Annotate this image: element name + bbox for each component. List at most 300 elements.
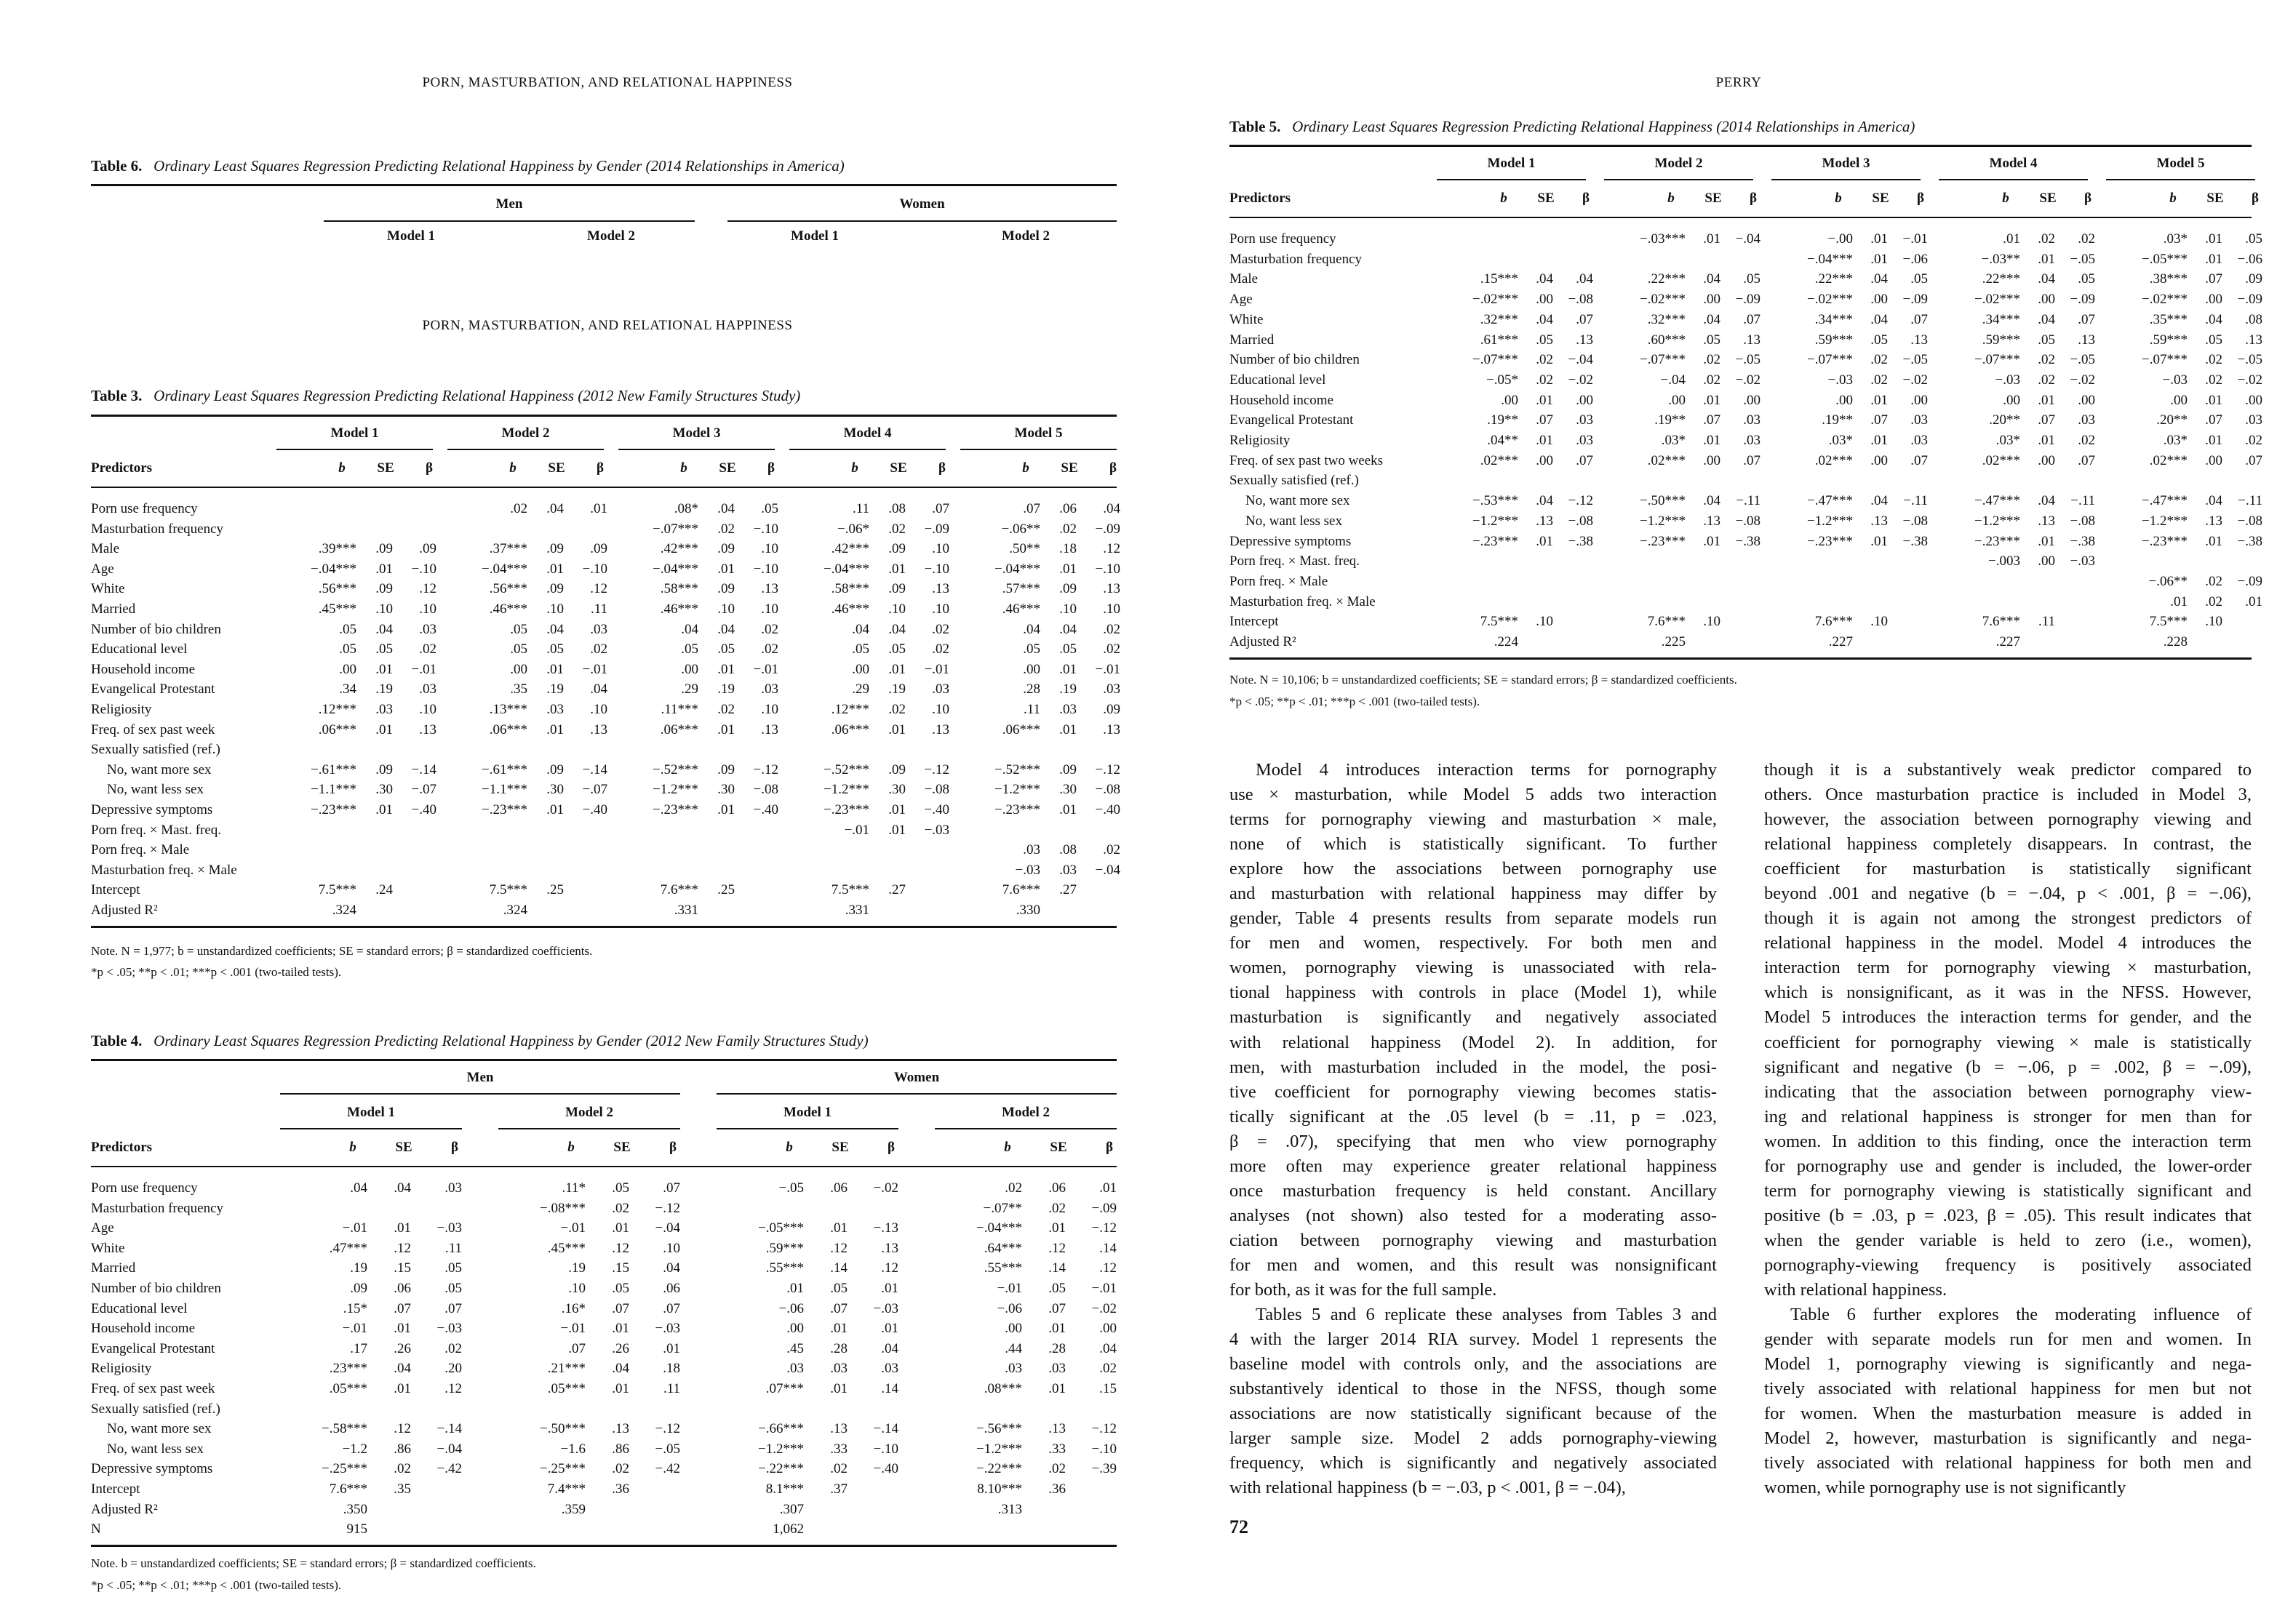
table5-cell: .03 [1910, 433, 1928, 448]
table3-cell: .18 [1059, 541, 1077, 557]
table3-cell: .00 [681, 661, 698, 677]
table3-row-label: Porn freq. × Mast. freq. [91, 822, 222, 838]
table3-cell: .331 [845, 903, 869, 918]
table4-cell: .01 [394, 1381, 411, 1396]
table5-cell: .01 [2170, 593, 2188, 609]
table5-cell: .02 [2038, 231, 2055, 247]
table5-cell: .13 [1743, 332, 1760, 348]
table3-cell: .13*** [489, 702, 527, 717]
table3-cell: −.61*** [311, 761, 356, 777]
table3-cell: .03 [1103, 681, 1120, 697]
table5-cell: .00 [1536, 292, 1553, 308]
table3-cell: .56*** [489, 581, 527, 597]
table5-cell: .05 [2078, 271, 2095, 287]
table3-cell: −.23*** [482, 802, 527, 817]
table4-model-rule-4 [935, 1128, 1117, 1129]
table5-col-head-10: SE [2039, 191, 2057, 206]
table5-cell: .20** [2156, 412, 2188, 428]
table5-cell: .04 [2038, 271, 2055, 287]
table3-cell: −.04*** [994, 561, 1040, 577]
table4-cell: .03 [1005, 1361, 1022, 1377]
table3-top-rule [91, 415, 1117, 417]
table4-cell: .12 [1099, 1260, 1117, 1276]
body-column-2 [1764, 758, 2252, 1500]
table5-cell: .10 [2205, 614, 2222, 630]
table3-cell: .11 [852, 501, 869, 516]
table5-cell: −.02*** [1807, 292, 1853, 308]
table4-cell: −.10 [873, 1441, 898, 1457]
table5-cell: −.09 [1735, 292, 1760, 308]
table3-cell: .10 [932, 541, 949, 557]
table3-cell: .02 [761, 641, 778, 657]
table4-cell: .10 [663, 1240, 680, 1256]
table5-cell: −.09 [2237, 292, 2262, 308]
table3-cell: −.07*** [653, 521, 698, 537]
table3-row-label: Depressive symptoms [91, 802, 213, 817]
table3-row-label: White [91, 581, 125, 597]
table3-row-label: Intercept [91, 882, 140, 898]
text-line: baseline model with controls only, and the associations are [1229, 1354, 1717, 1375]
table5-cell: .04** [1487, 433, 1518, 448]
table5-cell: .60*** [1647, 332, 1686, 348]
table5-cell: −1.2*** [1974, 513, 2020, 529]
table4-cell: .07 [568, 1340, 586, 1356]
table4-cell: .11 [444, 1240, 462, 1256]
table5-cell: .04 [1703, 493, 1720, 509]
table3-cell: .02 [419, 641, 436, 657]
table4-cell: −.25*** [322, 1461, 367, 1477]
table5-cell: .01 [2038, 433, 2055, 448]
table4-predictors-header: Predictors [91, 1140, 153, 1155]
table3-head-rule [91, 487, 1117, 488]
table5-cell: .22*** [1814, 271, 1853, 287]
table3-cell: −.10 [753, 561, 778, 577]
table4-cell: .07 [394, 1300, 411, 1316]
text-line: relational happiness completely disappears. In contrast, the [1764, 834, 2252, 855]
table3-cell: .09 [888, 581, 906, 597]
table3-cell: .11 [1023, 702, 1040, 717]
table3-cell: .04 [1059, 621, 1077, 637]
table3-cell: .330 [1016, 903, 1040, 918]
table4-cell: .02 [1005, 1180, 1022, 1196]
table4-col-head-5: β [669, 1140, 677, 1155]
table4-cell: 1,062 [773, 1521, 804, 1537]
table3-cell: .30 [717, 782, 735, 798]
table3-col-head-12: b [1022, 460, 1029, 476]
table4-cell: −.08*** [540, 1200, 586, 1216]
table5-cell: .01 [1703, 392, 1720, 408]
table5-cell: 7.5*** [2149, 614, 2188, 630]
table3-row-label: Masturbation freq. × Male [91, 862, 237, 878]
text-line: ing and relational happiness is stronger for men than for [1764, 1106, 2252, 1127]
table3-cell: .00 [1023, 661, 1040, 677]
table3-cell: .03 [375, 702, 393, 717]
table5-col-head-11: β [2083, 191, 2091, 206]
table6-group-women: Women [899, 196, 945, 212]
table3-cell: −.10 [924, 561, 949, 577]
table4-cell: .04 [394, 1180, 411, 1196]
table5-cell: .02 [1703, 352, 1720, 368]
table4-cell: .23*** [329, 1361, 367, 1377]
table4-row-label: Number of bio children [91, 1281, 221, 1296]
table4-cell: .28 [1048, 1340, 1066, 1356]
table5-cell: −1.2*** [1472, 513, 1518, 529]
table4-cell: .55*** [984, 1260, 1022, 1276]
table5-cell: −.02*** [2142, 292, 2188, 308]
table3-cell: .58*** [660, 581, 698, 597]
table5-col-head-8: β [1916, 191, 1924, 206]
table4-cell: .44 [1005, 1340, 1022, 1356]
table5-cell: .07 [2078, 311, 2095, 327]
table3-row-label: Number of bio children [91, 621, 221, 637]
table3-cell: .09 [1059, 581, 1077, 597]
table4-cell: .12 [1048, 1240, 1066, 1256]
table5-cell: .19** [1654, 412, 1686, 428]
table5-cell: .02 [2205, 372, 2222, 388]
table5-model-rule-5 [2106, 179, 2255, 180]
table5-cell: .19** [1822, 412, 1853, 428]
table3-cell: −.40 [582, 802, 607, 817]
table5-cell: .01 [2205, 433, 2222, 448]
table3-cell: .10 [1103, 601, 1120, 617]
table4-cell: .19 [568, 1260, 586, 1276]
table5-cell: .03* [1828, 433, 1853, 448]
table5-cell: .13 [1576, 332, 1593, 348]
table3-cell: .09 [546, 761, 564, 777]
table5-cell: −.23*** [1472, 533, 1518, 549]
table5-cell: .02 [2078, 433, 2095, 448]
table4-cell: .05 [444, 1281, 462, 1296]
table6-caption [91, 157, 845, 175]
table3-cell: .19 [1059, 681, 1077, 697]
table4-cell: .04 [350, 1180, 367, 1196]
table3-col-head-0: b [338, 460, 346, 476]
table3-cell: .03 [1023, 842, 1040, 858]
table5-cell: .02 [2205, 593, 2222, 609]
text-line: coefficient for pornography viewing × male is statistically [1764, 1032, 2252, 1052]
table3-cell: .10 [717, 601, 735, 617]
table5-row-label: Age [1229, 292, 1253, 308]
text-line: tively associated with relational happiness for men but not [1764, 1379, 2252, 1399]
table3-cell: −.06** [1001, 521, 1040, 537]
table5-cell: .00 [1870, 292, 1888, 308]
table5-col-head-6: b [1835, 191, 1842, 206]
table3-cell: .19 [888, 681, 906, 697]
table4-model-header-1: Model 1 [347, 1105, 395, 1120]
table3-cell: .19 [375, 681, 393, 697]
table5-cell: .07 [1576, 452, 1593, 468]
table5-cell: .13 [2245, 332, 2262, 348]
table3-cell: .13 [932, 581, 949, 597]
table5-cell: −.23*** [1640, 533, 1686, 549]
table5-cell: .01 [1870, 433, 1888, 448]
table4-group-men: Men [466, 1070, 494, 1085]
table3-row-label: No, want more sex [107, 761, 212, 777]
table5-cell: .01 [1870, 251, 1888, 267]
text-line: more often may experience greater relational happiness [1229, 1156, 1717, 1176]
table5-cell: .13 [2078, 332, 2095, 348]
table5-cell: .07 [2205, 412, 2222, 428]
table4-cell: −.01 [560, 1321, 586, 1337]
table5-cell: .07 [2078, 452, 2095, 468]
table5-cell: .00 [1703, 452, 1720, 468]
table5-note: Note. N = 10,106; b = unstandardized coefficients; SE = standard errors; β = standardized coefficients. [1229, 673, 1737, 687]
table3-cell: .03 [1059, 862, 1077, 878]
text-line: tively associated with relational happiness for both men and [1764, 1453, 2252, 1473]
table3-cell: .05 [546, 641, 564, 657]
table5-model-header-2: Model 2 [1654, 156, 1703, 171]
table4-cell: −.50*** [540, 1421, 586, 1437]
text-line: though it is a substantively weak predictor compared to [1764, 760, 2252, 780]
table4-group-rule-1 [717, 1093, 1117, 1095]
table3-col-head-6: b [680, 460, 687, 476]
table4-cell: .01 [1048, 1321, 1066, 1337]
table3-cell: .324 [503, 903, 527, 918]
text-line: though it is again not among the strongest predictors of [1764, 908, 2252, 929]
table3-cell: .58*** [831, 581, 869, 597]
table3-cell: .30 [546, 782, 564, 798]
table5-cell: .03 [2078, 412, 2095, 428]
table4-cell: .17 [350, 1340, 367, 1356]
table3-cell: −.12 [753, 761, 778, 777]
table3-cell: .46*** [1002, 601, 1040, 617]
table3-cell: .12*** [831, 702, 869, 717]
text-line: gender, Table 4 presents results from separate models run [1229, 908, 1717, 929]
table4-cell: .13 [1048, 1421, 1066, 1437]
table5-cell: −.05*** [2142, 251, 2188, 267]
table4-significance-note: *p < .05; **p < .01; ***p < .001 (two-tailed tests). [91, 1578, 342, 1592]
table3-model-header-1: Model 1 [330, 425, 379, 441]
table4-cell: .19 [350, 1260, 367, 1276]
table4-row-label: Masturbation frequency [91, 1200, 224, 1216]
table5-cell: .00 [2245, 392, 2262, 408]
table3-cell: −.14 [582, 761, 607, 777]
table4-cell: −1.2*** [758, 1441, 804, 1457]
table4-cell: −.01 [560, 1220, 586, 1236]
table5-row-label: Intercept [1229, 614, 1279, 630]
table5-cell: .02 [1536, 352, 1553, 368]
table5-cell: .02*** [1982, 452, 2020, 468]
table5-cell: .01 [2038, 392, 2055, 408]
table3-cell: .42*** [660, 541, 698, 557]
table4-cell: .12 [612, 1240, 629, 1256]
table3-col-head-2: β [425, 460, 433, 476]
table5-cell: .07 [2038, 412, 2055, 428]
table5-model-rule-4 [1939, 179, 2088, 180]
table5-cell: .02 [1870, 372, 1888, 388]
table3-cell: −.07 [582, 782, 607, 798]
table5-cell: .02*** [1480, 452, 1518, 468]
table4-cell: −.06 [778, 1300, 804, 1316]
text-line: tional happiness with controls in place (Model 1), while [1229, 983, 1717, 1003]
table5-cell: .07 [1536, 412, 1553, 428]
table4-cell: .02 [444, 1340, 462, 1356]
table3-cell: −.23*** [994, 802, 1040, 817]
table4-cell: .14 [830, 1260, 848, 1276]
table5-cell: .224 [1494, 634, 1518, 649]
table3-cell: −.01 [411, 661, 436, 677]
table5-cell: .02 [2038, 372, 2055, 388]
table3-cell: −.04*** [311, 561, 356, 577]
table5-cell: −.02 [1735, 372, 1760, 388]
table5-cell: −.02 [2070, 372, 2095, 388]
table6-women-rule [727, 220, 1117, 222]
table3-cell: .09 [717, 761, 735, 777]
text-line: women. In addition to this finding, once the interaction term [1764, 1131, 2252, 1151]
table5-cell: .04 [1703, 311, 1720, 327]
table4-cell: −.01 [1091, 1281, 1117, 1296]
table5-title: Ordinary Least Squares Regression Predicting Relational Happiness (2014 Relationships in America) [1292, 118, 1915, 135]
table3-cell: −1.1*** [482, 782, 527, 798]
table5-cell: −.05 [1735, 352, 1760, 368]
table4-cell: .01 [1048, 1220, 1066, 1236]
text-line: associations are now statistically significant because of the [1229, 1404, 1717, 1424]
table3-cell: .06*** [831, 721, 869, 737]
table4-cell: −.07** [983, 1200, 1022, 1216]
table5-cell: .01 [1870, 533, 1888, 549]
table5-cell: .02 [2038, 352, 2055, 368]
text-line: relational happiness in the model. Model 4 introduces the [1764, 933, 2252, 953]
table5-cell: .03 [1743, 412, 1760, 428]
table4-cell: .10 [568, 1281, 586, 1296]
table3-cell: .30 [1059, 782, 1077, 798]
table5-cell: −.08 [1902, 513, 1928, 529]
text-line: when the gender variable is held to zero (i.e., women), [1764, 1230, 2252, 1250]
table5-cell: −.05 [2237, 352, 2262, 368]
table3-cell: .01 [1059, 721, 1077, 737]
table3-cell: .46*** [831, 601, 869, 617]
table4-cell: .03 [830, 1361, 848, 1377]
table4-cell: −.03 [436, 1220, 462, 1236]
table3-cell: .00 [339, 661, 356, 677]
table3-cell: .09 [375, 541, 393, 557]
table3-col-head-11: β [938, 460, 946, 476]
text-line: none of which is statistically significant. To further [1229, 834, 1717, 855]
table5-cell: .04 [1536, 493, 1553, 509]
table4-cell: .02 [1048, 1461, 1066, 1477]
table3-cell: .10 [932, 601, 949, 617]
table5-cell: .22*** [1647, 271, 1686, 287]
table4-cell: 915 [346, 1521, 367, 1537]
table3-row-label: Evangelical Protestant [91, 681, 215, 697]
table5-cell: .05 [1703, 332, 1720, 348]
table3-cell: .05 [510, 621, 527, 637]
table5-cell: −.12 [1568, 493, 1593, 509]
table5-cell: −.06 [1902, 251, 1928, 267]
table5-cell: .00 [2038, 452, 2055, 468]
table4-head-rule [91, 1166, 1117, 1167]
table5-cell: .32*** [1480, 311, 1518, 327]
table5-cell: −.47*** [1974, 493, 2020, 509]
table5-cell: .01 [2003, 231, 2020, 247]
table4-cell: −.12 [655, 1421, 680, 1437]
table5-model-header-4: Model 4 [1989, 156, 2038, 171]
table3-cell: −.23*** [311, 802, 356, 817]
table5-col-head-12: b [2169, 191, 2177, 206]
table4-group-women: Women [893, 1070, 940, 1085]
table4-cell: .01 [830, 1381, 848, 1396]
table4-cell: .359 [561, 1501, 586, 1517]
table3-cell: .02 [1103, 621, 1120, 637]
table5-row-label: Sexually satisfied (ref.) [1229, 473, 1359, 489]
table3-cell: .04 [1103, 501, 1120, 516]
table4-row-label: Evangelical Protestant [91, 1340, 215, 1356]
text-line: terms for pornography viewing and masturbation × male, [1229, 809, 1717, 830]
table5-cell: .01 [1870, 231, 1888, 247]
table3-cell: .25 [717, 882, 735, 898]
table4-cell: .12 [444, 1381, 462, 1396]
text-line: men, with masturbation included in the model, the posi- [1229, 1057, 1717, 1077]
table4-cell: .03 [444, 1180, 462, 1196]
table3-cell: .05 [888, 641, 906, 657]
table3-col-head-1: SE [377, 460, 394, 476]
table5-cell: −.03 [2162, 372, 2188, 388]
table4-cell: 8.1*** [765, 1481, 804, 1497]
table5-significance-note: *p < .05; **p < .01; ***p < .001 (two-tailed tests). [1229, 695, 1480, 708]
table5-cell: .07 [1743, 311, 1760, 327]
table5-cell: −.02*** [1974, 292, 2020, 308]
text-line: tically significant at the .05 level (b = .11, p = .023, [1229, 1106, 1717, 1127]
table5-cell: .02 [2078, 231, 2095, 247]
table5-cell: .05 [1536, 332, 1553, 348]
text-line: positive (b = .03, p = .023, β = .05). This result indicates that [1764, 1205, 2252, 1225]
table3-cell: .13 [590, 721, 607, 737]
table4-cell: .313 [997, 1501, 1022, 1517]
table5-row-label: Household income [1229, 392, 1334, 408]
table5-cell: .00 [1703, 292, 1720, 308]
table3-model-rule-2 [447, 449, 604, 450]
text-line: Model 1, pornography viewing is significantly and nega- [1764, 1354, 2252, 1375]
table5-cell: .07 [1703, 412, 1720, 428]
table5-cell: .15*** [1480, 271, 1518, 287]
table5-col-head-2: β [1582, 191, 1590, 206]
table4-cell: −.09 [1091, 1200, 1117, 1216]
table5-row-label: Evangelical Protestant [1229, 412, 1354, 428]
table3-cell: .03 [932, 681, 949, 697]
table5-cell: .20** [1989, 412, 2020, 428]
table5-cell: .01 [1536, 392, 1553, 408]
table5-row-label: No, want less sex [1245, 513, 1342, 529]
table3-cell: −.04*** [482, 561, 527, 577]
text-line: Table 6 further explores the moderating influence of [1790, 1305, 2252, 1325]
table3-cell: .03 [419, 681, 436, 697]
table5-cell: .01 [2245, 593, 2262, 609]
table3-cell: .12 [590, 581, 607, 597]
table3-cell: .05 [510, 641, 527, 657]
table4-model-rule-2 [498, 1128, 680, 1129]
table5-cell: .09 [2245, 271, 2262, 287]
table4-cell: −.05 [655, 1441, 680, 1457]
table4-cell: .15 [394, 1260, 411, 1276]
table3-cell: .13 [1103, 581, 1120, 597]
table4-cell: .01 [830, 1220, 848, 1236]
table3-cell: .03 [546, 702, 564, 717]
table3-cell: .03 [1059, 702, 1077, 717]
table4-cell: .03 [1048, 1361, 1066, 1377]
table5-cell: −.03 [1995, 372, 2020, 388]
table4-cell: −.04*** [976, 1220, 1022, 1236]
table5-cell: −.09 [2070, 292, 2095, 308]
table5-cell: .02 [1536, 372, 1553, 388]
table5-cell: .13 [2038, 513, 2055, 529]
table5-cell: .01 [2205, 392, 2222, 408]
table3-cell: .10 [375, 601, 393, 617]
table3-cell: .01 [546, 661, 564, 677]
table5-col-head-4: SE [1704, 191, 1722, 206]
table5-cell: .00 [1870, 452, 1888, 468]
table4-cell: .01 [881, 1281, 898, 1296]
table4-col-head-0: b [349, 1140, 356, 1155]
